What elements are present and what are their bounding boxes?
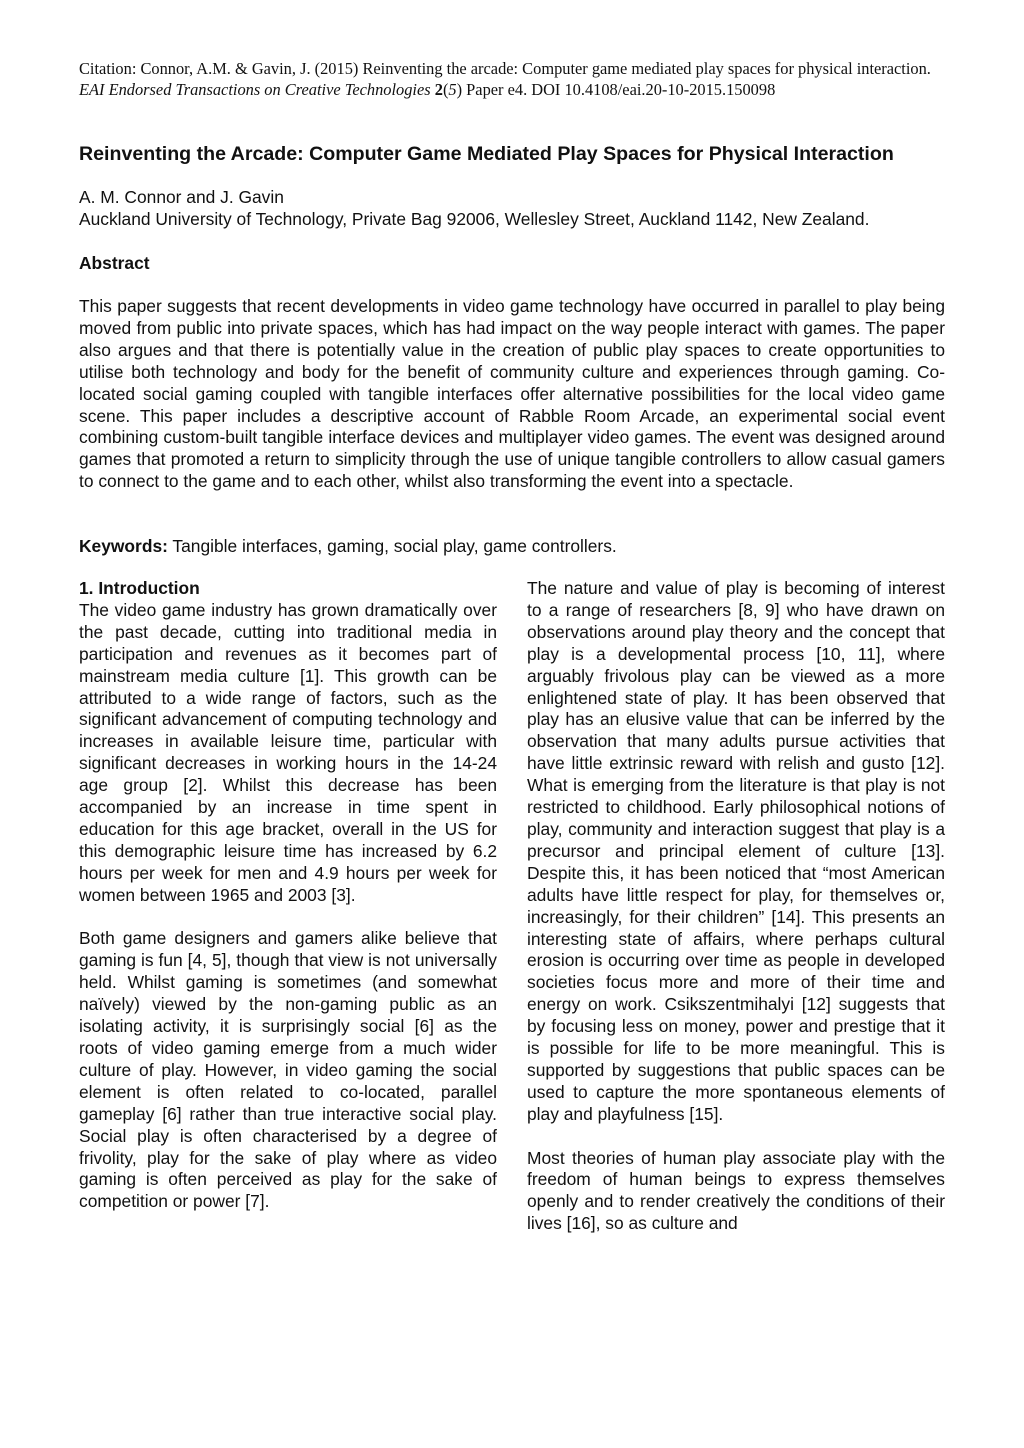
citation-lead: Citation: Connor, A.M. & Gavin, J. (2015) Reinventing the arcade: Computer game mediated play spaces for physical interaction. bbox=[79, 59, 931, 78]
section-heading-introduction: 1. Introduction bbox=[79, 578, 200, 598]
paper-title: Reinventing the Arcade: Computer Game Mediated Play Spaces for Physical Interaction bbox=[79, 143, 894, 165]
author-affiliation: Auckland University of Technology, Private Bag 92006, Wellesley Street, Auckland 1142, New Zealand. bbox=[79, 209, 870, 229]
keywords-text: Tangible interfaces, gaming, social play, game controllers. bbox=[167, 536, 617, 556]
body-paragraph: The video game industry has grown dramatically over the past decade, cutting into traditional media in participation and revenues as it becomes part of mainstream media culture [1]. This growth can be attributed to a wide range of factors, such as the significant advancement of computing technology and increases in available leisure time, particular with significant decreases in working hours in the 14-24 age group [2]. Whilst this decrease has been accompanied by an increase in time spent in education for this age bracket, overall in the US for this demographic leisure time has increased by 6.2 hours per week for men and 4.9 hours per week for women between 1965 and 2003 [3]. bbox=[79, 599, 497, 905]
body-paragraph: Both game designers and gamers alike believe that gaming is fun [4, 5], though that view is not universally held. Whilst gaming is sometimes (and somewhat naïvely) viewed by the non-gaming public as an isolating activity, it is surprisingly social [6] as the roots of video gaming emerge from a much wider culture of play. However, in video gaming the social element is often related to co-located, parallel gameplay [6] rather than true interactive social play. Social play is often characterised by a degree of frivolity, play for the sake of play where as video gaming is often perceived as play for the sake of competition or power [7]. bbox=[79, 928, 497, 1212]
author-names: A. M. Connor and J. Gavin bbox=[79, 187, 284, 207]
left-column bbox=[79, 578, 497, 1235]
body-paragraph: The nature and value of play is becoming of interest to a range of researchers [8, 9] who have drawn on observations around play theory and the concept that play is a developmental process [10, 11], where arguably frivolous play can be viewed as a more enlightened state of play. It has been observed that play has an elusive value that can be inferred by the observation that many adults pursue activities that have little extrinsic reward with relish and gusto [12]. What is emerging from the literature is that play is not restricted to childhood. Early philosophical notions of play, community and interaction suggest that play is a precursor and principal element of culture [13]. Despite this, it has been noticed that “most American adults have little respect for play, for themselves or, increasingly, for their children” [14]. This presents an interesting state of affairs, where perhaps cultural erosion is occurring over time as people in developed societies focus more and more of their time and energy on work. Csikszentmihalyi [12] suggests that by focusing less on money, power and prestige that it is possible for life to be more meaningful. This is supported by suggestions that public spaces can be used to capture the more spontaneous elements of play and playfulness [15]. bbox=[527, 578, 945, 1124]
author-block bbox=[79, 186, 979, 230]
right-column bbox=[527, 578, 945, 1257]
journal-volume: 2 bbox=[434, 80, 443, 99]
journal-name: EAI Endorsed Transactions on Creative Technologies bbox=[79, 80, 431, 99]
body-paragraph: Most theories of human play associate play with the freedom of human beings to express themselves openly and to render creatively the conditions of their lives [16], so as culture and bbox=[527, 1147, 945, 1234]
abstract-text: This paper suggests that recent developments in video game technology have occurred in parallel to play being moved from public into private spaces, which has had impact on the way people interact with games. The paper also argues and that there is potentially value in the creation of public play spaces to create opportunities to utilise both technology and body for the benefit of community culture and experiences through gaming. Co-located social gaming coupled with tangible interfaces offer alternative possibilities for the local video game scene. This paper includes a descriptive account of Rabble Room Arcade, an experimental social event combining custom-built tangible interface devices and multiplayer video games. The event was designed around games that promoted a return to simplicity through the use of unique tangible controllers to allow casual gamers to connect to the game and to each other, whilst also transforming the event into a spectacle. bbox=[79, 296, 945, 492]
abstract-heading: Abstract bbox=[79, 253, 150, 273]
keywords-label: Keywords: bbox=[79, 536, 168, 556]
keywords bbox=[79, 535, 945, 557]
journal-issue: 5 bbox=[448, 80, 457, 99]
citation-tail: Paper e4. DOI 10.4108/eai.20-10-2015.150098 bbox=[462, 80, 776, 99]
citation: Citation: Connor, A.M. & Gavin, J. (2015) Reinventing the arcade: Computer game mediated play spaces for physical interaction. EAI Endorsed Transactions on Creative Technologies 2(5) Paper e4. DOI 10.4108/eai.20-10-2015.150098 bbox=[79, 59, 931, 99]
